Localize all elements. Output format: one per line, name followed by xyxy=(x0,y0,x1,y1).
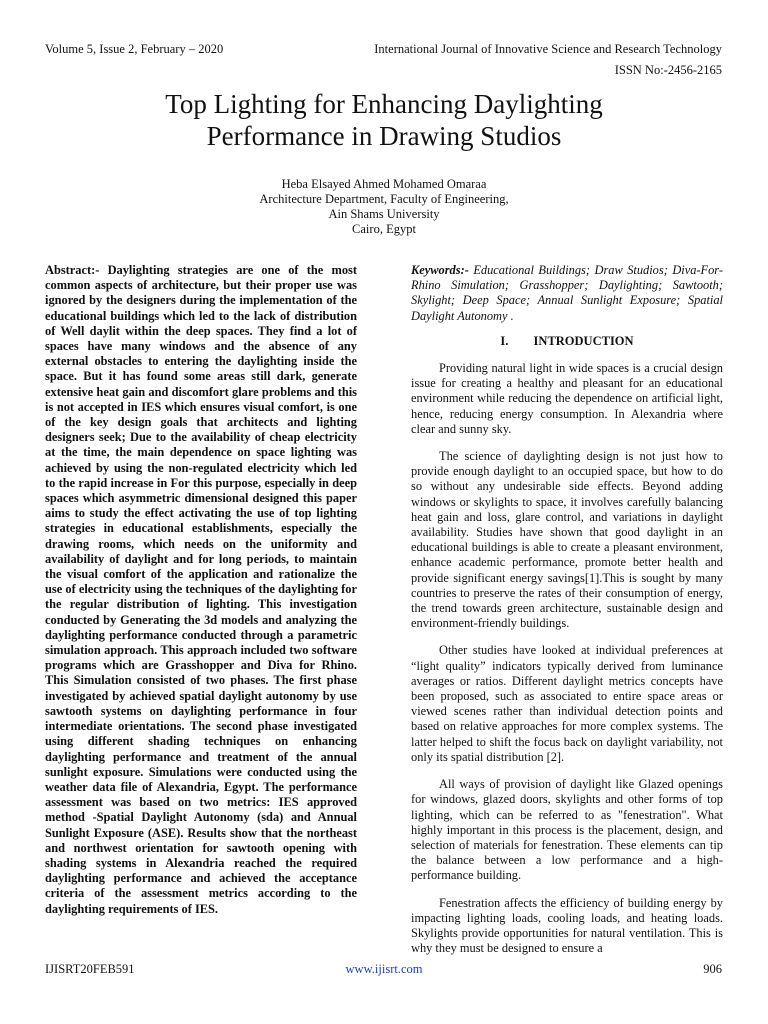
paragraph: All ways of provision of daylight like Glazed openings for windows, glazed doors, skylights and other forms of top lighting, which can be referred to as "fenestration". What highly important in this process is the placement, design, and selection of materials for fenestration. These elements can tip the balance between a low performance and a high-performance building. xyxy=(411,777,723,883)
paragraph: Providing natural light in wide spaces is a crucial design issue for creating a healthy and pleasant for an educational environment while reducing the dependence on artificial light, hence, reducing energy consumption. In Alexandria where clear and sunny sky. xyxy=(411,361,723,436)
paper-title xyxy=(0,88,768,152)
author-block xyxy=(0,177,768,237)
paragraph: Other studies have looked at individual preferences at “light quality” indicators typically derived from luminance averages or ratios. Different daylight metrics concepts have been proposed, such as associated to entire space areas or viewed scenes rather than individual detection points and based on relative approaches for more complex systems. The latter helped to shift the focus back on daylight variability, not only its spatial distribution [2]. xyxy=(411,643,723,764)
paragraph: The science of daylighting design is not just how to provide enough daylight to an occupied space, but how to do so without any undesirable side effects. Beyond adding windows or skylights to space, it involves carefully balancing heat gain and loss, glare control, and variations in daylight availability. Studies have shown that good daylight in an educational buildings is able to create a pleasant environment, enhance academic performance, promote better health and provide significant energy savings[1].This is sought by many countries to preserve the rates of their consumption of energy, the trend towards green architecture, sustainable design and environment-friendly buildings. xyxy=(411,449,723,631)
journal-name: International Journal of Innovative Science and Research Technology xyxy=(374,42,722,56)
page-number: 906 xyxy=(703,962,722,976)
section-heading xyxy=(411,334,723,349)
title-line-2: Performance in Drawing Studios xyxy=(206,121,562,151)
author-university: Ain Shams University xyxy=(328,207,440,221)
section-number: I. xyxy=(500,333,509,348)
keywords-text: Educational Buildings; Draw Studios; Diva-For-Rhino Simulation; Grasshopper; Daylighting; Sawtooth; Skylight; Deep Space; Annual Sunlight Exposure; Spatial Daylight Autonomy . xyxy=(411,263,723,323)
keywords-label: Keywords:- xyxy=(411,263,469,277)
paragraph: Fenestration affects the efficiency of building energy by impacting lighting loads, cooling loads, and heating loads. Skylights provide opportunities for natural ventilation. This is why they must be designed to ensure a xyxy=(411,895,723,956)
volume-issue: Volume 5, Issue 2, February – 2020 xyxy=(45,42,224,56)
abstract-text: Abstract:- Daylighting strategies are one of the most common aspects of architecture, but their proper use was ignored by the designers during the implementation of the educational buildings which led to the lack of distribution of Well daylit within the deep spaces. They find a lot of spaces have many windows and the absence of any external obstacles to entering the daylighting inside the space. But it has found some areas still dark, generate extensive heat gain and discomfort glare problems and this is not accepted in IES which ensures visual comfort, is one of the key design goals that architects and lighting designers seek; Due to the availability of cheap electricity at the time, the main dependence on space lighting was achieved by using the non-regulated electricity which led to the rapid increase in For this purpose, especially in deep spaces which asymmetric dimensional designed this paper aims to study the effect activating the use of top lighting strategies in educational establishments, especially the drawing rooms, which needs on the uniformity and availability of daylight and for long periods, to maintain the visual comfort of the application and rationalize the use of electricity using the techniques of the daylighting for the regular distribution of lighting. This investigation conducted by Generating the 3d models and analyzing the daylighting performance conducted through a parametric simulation approach. This approach included two software programs which are Grasshopper and Diva for Rhino. This Simulation consisted of two phases. The first phase investigated by achieved spatial daylight autonomy by use sawtooth systems on daylighting performance in four intermediate orientations. The second phase investigated using different shading techniques on enhancing daylighting performance and treatment of the annual sunlight exposure. Simulations were conducted using the weather data file of Alexandria, Egypt. The performance assessment was based on two metrics: IES approved method -Spatial Daylight Autonomy (sda) and Annual Sunlight Exposure (ASE). Results show that the northeast and northwest orientation for sawtooth opening with shading systems in Alexandria reached the required daylighting performance and achieved the acceptance criteria of the assessment metrics according to the daylighting requirements of IES. xyxy=(45,263,357,916)
author-city: Cairo, Egypt xyxy=(352,222,416,236)
issn: ISSN No:-2456-2165 xyxy=(614,63,722,77)
section-title: INTRODUCTION xyxy=(533,333,634,348)
abstract-column xyxy=(45,263,357,917)
author-department: Architecture Department, Faculty of Engineering, xyxy=(259,192,509,206)
author-name: Heba Elsayed Ahmed Mohamed Omaraa xyxy=(281,177,487,191)
journal-url-link[interactable]: www.ijisrt.com xyxy=(345,962,423,976)
paper-code: IJISRT20FEB591 xyxy=(45,962,135,976)
title-line-1: Top Lighting for Enhancing Daylighting xyxy=(165,89,603,119)
body-column xyxy=(411,263,723,968)
keywords xyxy=(411,263,723,324)
